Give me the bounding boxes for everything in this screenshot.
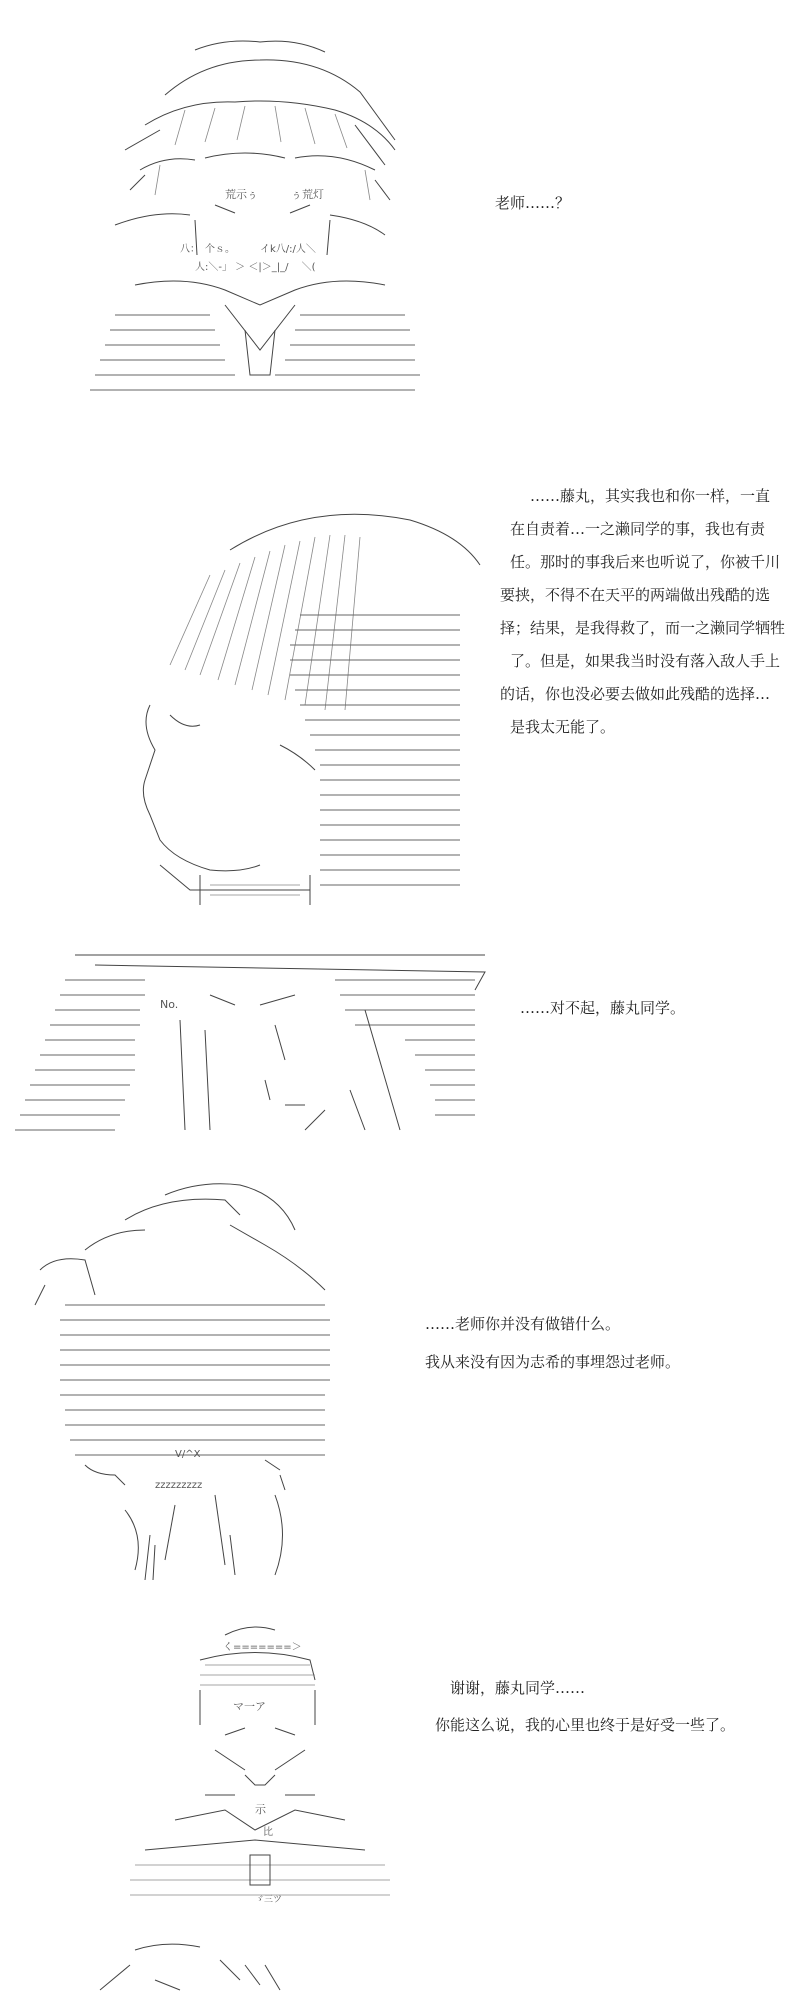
dialogue-line: ……老师你并没有做错什么。 bbox=[425, 1315, 621, 1333]
dialogue-line: 择；结果，是我得救了，而一之濑同学牺牲 bbox=[500, 619, 786, 637]
dialogue-line: 要挟，不得不在天平的两端做出残酷的选 bbox=[500, 586, 771, 604]
eyes-ascii: 荒示ぅ ぅ荒灯 bbox=[225, 188, 324, 201]
dialogue-line: 你能这么说，我的心里也终于是好受一些了。 bbox=[435, 1716, 736, 1734]
character-art-teacher-front bbox=[85, 30, 435, 450]
dialogue-line: 了。但是，如果我当时没有落入敌人手上 bbox=[510, 652, 781, 670]
dialogue-box bbox=[500, 480, 785, 744]
dialogue-line: ……藤丸，其实我也和你一样，一直 bbox=[530, 487, 771, 505]
ascii-zigzag: zzzzzzzzz bbox=[155, 1480, 203, 1491]
dialogue-box bbox=[495, 185, 570, 222]
dialogue-line: 的话，你也没必要去做如此残酷的选择… bbox=[500, 685, 771, 703]
panel-3 bbox=[0, 945, 800, 1145]
ascii-cross: V/^X bbox=[175, 1449, 201, 1460]
dialogue-line: ……对不起，藤丸同学。 bbox=[520, 999, 686, 1017]
face-ascii-mid: 八： 个ｓ。 イk八/:/人＼ bbox=[180, 244, 316, 255]
character-art-teacher-profile bbox=[130, 495, 490, 915]
dialogue-box bbox=[425, 1305, 680, 1381]
panel-5 bbox=[0, 1620, 800, 1910]
ascii-hat: く=======＞ bbox=[223, 1642, 302, 1653]
panel-6-partial bbox=[0, 1935, 800, 2000]
dialogue-line: 我从来没有因为志希的事埋怨过老师。 bbox=[425, 1353, 681, 1371]
ascii-chest: ゞ三ツ bbox=[255, 1895, 283, 1905]
panel-4 bbox=[0, 1175, 800, 1585]
dialogue-box bbox=[435, 1670, 735, 1744]
ascii-face: マ一ア bbox=[233, 1700, 266, 1713]
character-art-teacher-closeup bbox=[5, 950, 495, 1140]
ascii-label-no: No. bbox=[160, 998, 179, 1011]
panel-2 bbox=[0, 480, 800, 910]
ascii-hi: 比 bbox=[263, 1827, 273, 1838]
character-art-student-back bbox=[25, 1175, 365, 1585]
dialogue-line: 谢谢，藤丸同学…… bbox=[450, 1679, 586, 1697]
panel-1 bbox=[0, 0, 800, 450]
dialogue-line: 在自责着…一之濑同学的事，我也有责 bbox=[510, 520, 766, 538]
dialogue-line: 任。那时的事我后来也听说了，你被千川 bbox=[510, 553, 781, 571]
ascii-mark: 示 bbox=[255, 1803, 266, 1816]
dialogue-box bbox=[520, 990, 685, 1027]
character-art-teacher-small bbox=[105, 1620, 415, 1905]
dialogue-line: 老师……？ bbox=[495, 194, 571, 212]
face-ascii-mouth: 人:＼-」 ＞ ＜|＞_|_/ ＼( bbox=[195, 262, 316, 273]
dialogue-line: 是我太无能了。 bbox=[510, 718, 616, 736]
character-art-partial bbox=[70, 1935, 290, 2000]
